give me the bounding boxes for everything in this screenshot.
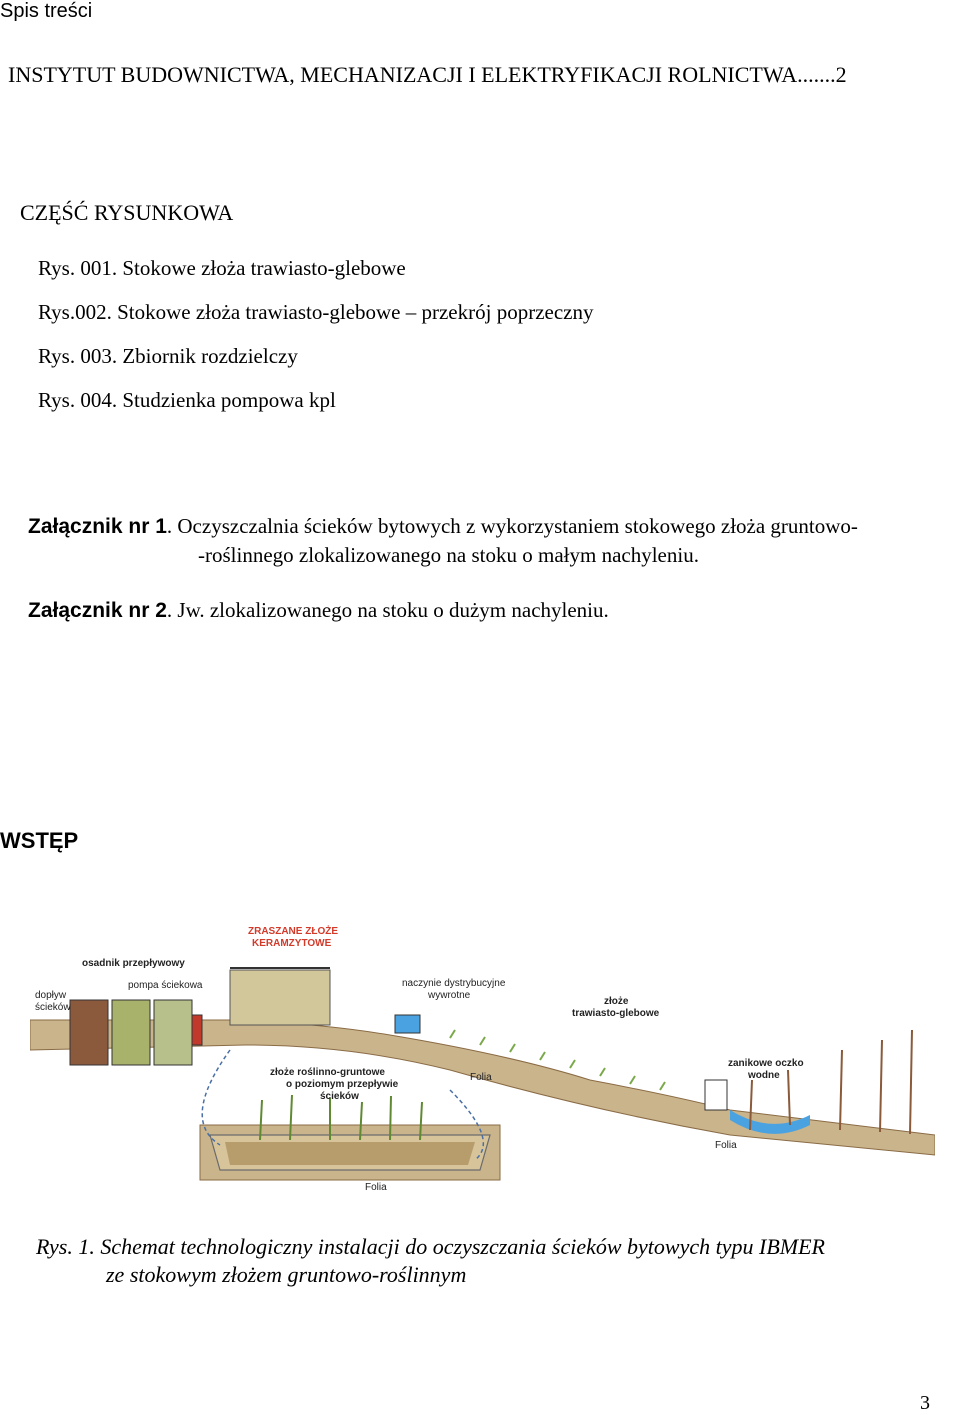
label-osadnik: osadnik przepływowy xyxy=(82,958,185,969)
label-oczko-1: zanikowe oczko xyxy=(728,1058,804,1069)
label-oczko-2: wodne xyxy=(748,1070,780,1081)
outlet-well xyxy=(705,1080,727,1110)
attachment-1-text: . Oczyszczalnia ścieków bytowych z wykorzystaniem stokowego złoża gruntowo- xyxy=(166,514,858,538)
figure-caption-line2: ze stokowym złożem gruntowo-roślinnym xyxy=(106,1262,467,1287)
tank-2 xyxy=(112,1000,150,1065)
label-doplyw-2: ścieków xyxy=(35,1002,71,1013)
figure-caption-line1: Rys. 1. Schemat technologiczny instalacji do oczyszczania ścieków bytowych typu IBMER xyxy=(36,1234,825,1259)
horizontal-flow-bed-fill xyxy=(225,1142,475,1165)
label-doplyw-1: dopływ xyxy=(35,990,67,1001)
keramzyt-bed xyxy=(230,970,330,1025)
label-naczynie-1: naczynie dystrybucyjne xyxy=(402,978,506,989)
toc-attachment-2[interactable] xyxy=(28,598,609,623)
toc-heading: Spis treści xyxy=(0,0,93,22)
toc-drawing-004[interactable]: Rys. 004. Studzienka pompowa kpl xyxy=(38,388,336,412)
pump-well xyxy=(192,1015,202,1045)
attachment-2-label: Załącznik nr 2 xyxy=(28,599,167,622)
toc-drawing-001[interactable]: Rys. 001. Stokowe złoża trawiasto-glebowe xyxy=(38,256,406,280)
label-folia-1: Folia xyxy=(470,1072,492,1083)
distribution-vessel xyxy=(395,1015,420,1033)
label-zloze-rg-1: złoże roślinno-gruntowe xyxy=(270,1067,385,1078)
label-zloze-rg-2: o poziomym przepływie xyxy=(286,1079,399,1090)
intro-heading: WSTĘP xyxy=(0,828,79,853)
label-pompa: pompa ściekowa xyxy=(128,980,203,991)
label-folia-2: Folia xyxy=(715,1140,737,1151)
toc-drawing-003[interactable]: Rys. 003. Zbiornik rozdzielczy xyxy=(38,344,298,368)
page-number: 3 xyxy=(920,1392,930,1414)
attachment-2-text: . Jw. zlokalizowanego na stoku o dużym nachyleniu. xyxy=(166,598,609,622)
label-naczynie-2: wywrotne xyxy=(428,990,471,1001)
label-zloze-tg-2: trawiasto-glebowe xyxy=(572,1008,660,1019)
label-keramzyt-1: ZRASZANE ZŁOŻE xyxy=(248,926,338,937)
label-keramzyt-2: KERAMZYTOWE xyxy=(252,938,332,949)
toc-section-drawings[interactable]: CZĘŚĆ RYSUNKOWA xyxy=(20,200,234,225)
toc-drawing-002[interactable]: Rys.002. Stokowe złoża trawiasto-glebowe – przekrój poprzeczny xyxy=(38,300,594,324)
tank-3 xyxy=(154,1000,192,1065)
attachment-1-label: Załącznik nr 1 xyxy=(28,515,167,538)
toc-attachment-1[interactable] xyxy=(28,514,858,539)
treatment-plant-diagram xyxy=(30,920,935,1200)
toc-institute[interactable]: INSTYTUT BUDOWNICTWA, MECHANIZACJI I ELEKTRYFIKACJI ROLNICTWA.......2 xyxy=(8,62,847,87)
label-zloze-rg-3: ścieków xyxy=(320,1091,359,1102)
attachment-1-text-cont: -roślinnego zlokalizowanego na stoku o małym nachyleniu. xyxy=(198,543,699,567)
label-zloze-tg-1: złoże xyxy=(604,996,629,1007)
label-folia-3: Folia xyxy=(365,1182,387,1193)
tank-1 xyxy=(70,1000,108,1065)
